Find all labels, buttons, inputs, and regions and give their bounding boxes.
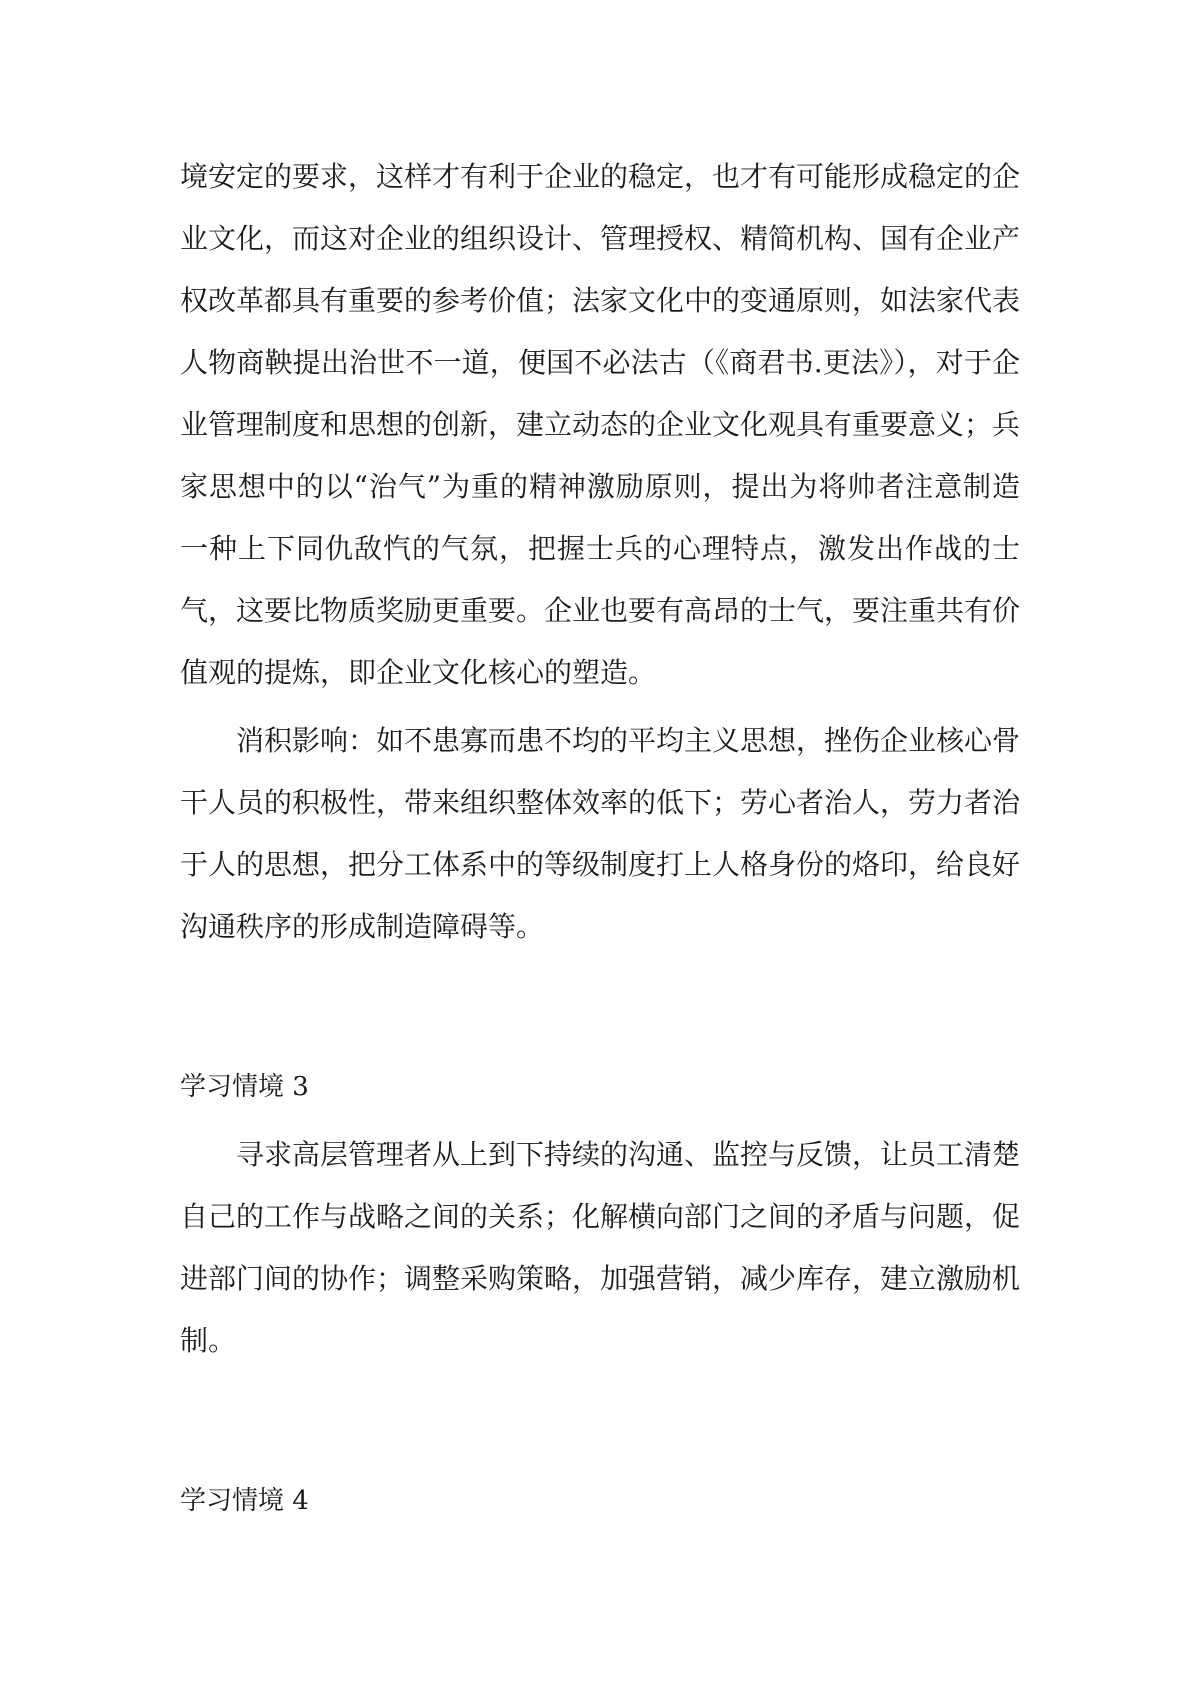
section-heading-3: 学习情境 3	[180, 1072, 309, 1102]
document-body	[180, 146, 1020, 1532]
paragraph-negative-influence: 消积影响：如不患寡而患不均的平均主义思想，挫伤企业核心骨干人员的积极性，带来组织整体效率的低下；劳心者治人，劳力者治于人的思想，把分工体系中的等级制度打上人格身份的烙印，给良好沟通秩序的形成制造障碍等。	[180, 724, 1021, 943]
section-heading-4: 学习情境 4	[180, 1486, 309, 1516]
paragraph-continuation: 境安定的要求，这样才有利于企业的稳定，也才有可能形成稳定的企业文化，而这对企业的组织设计、管理授权、精简机构、国有企业产权改革都具有重要的参考价值；法家文化中的变通原则，如法家代表人物商鞅提出治世不一道，便国不必法古（《商君书.更法》），对于企业管理制度和思想的创新，建立动态的企业文化观具有重要意义；兵家思想中的以“治气”为重的精神激励原则，提出为将帅者注意制造一种上下同仇敌忾的气氛，把握士兵的心理特点，激发出作战的士气，这要比物质奖励更重要。企业也要有高昂的士气，要注重共有价值观的提炼，即企业文化核心的塑造。	[180, 160, 1021, 689]
paragraph-section-3: 寻求高层管理者从上到下持续的沟通、监控与反馈，让员工清楚自己的工作与战略之间的关系；化解横向部门之间的矛盾与问题，促进部门间的协作；调整采购策略，加强营销，减少库存，建立激励机制。	[180, 1138, 1021, 1357]
